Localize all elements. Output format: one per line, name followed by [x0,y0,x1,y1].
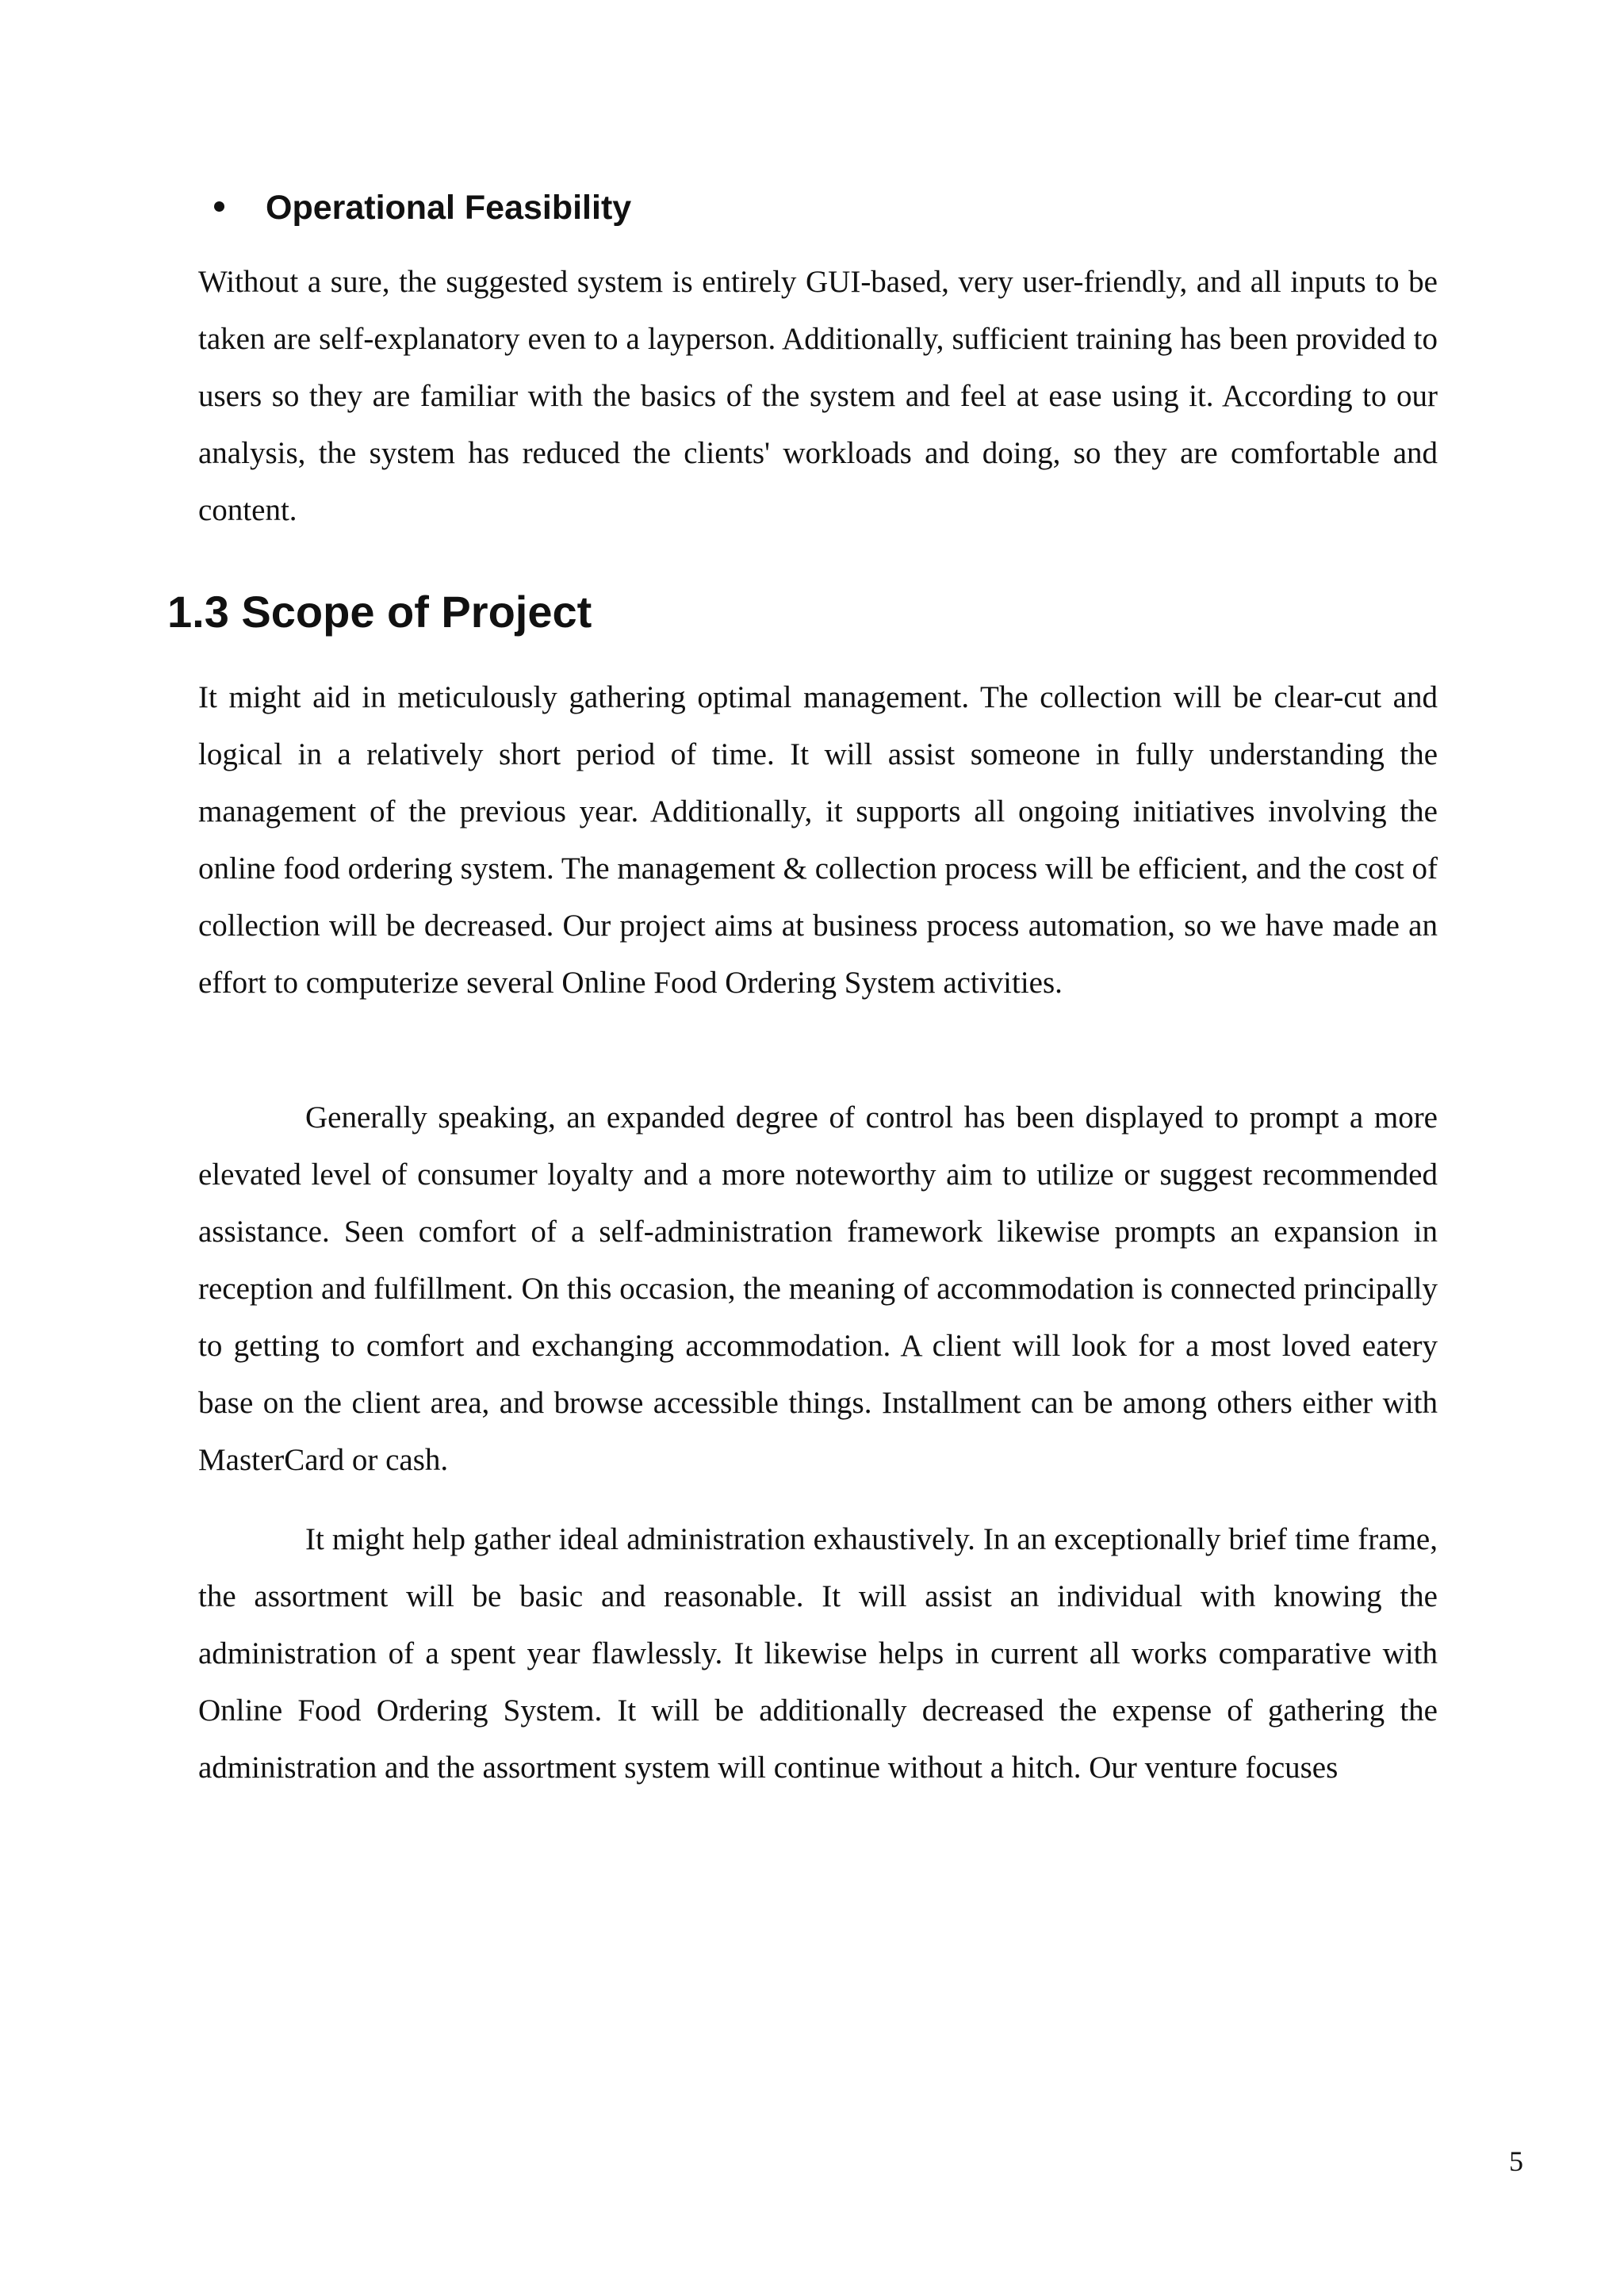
operational-feasibility-paragraph: Without a sure, the suggested system is entirely GUI-based, very user-friendly, and all inputs to be taken are self-explanatory even to a layperson. Additionally, sufficient training has been provided to users so they are familiar with the basics of the system and feel at ease using it. According to our analysis, the system has reduced the clients' workloads and doing, so they are comfortable and content. [198,265,1438,527]
operational-feasibility-heading [214,186,631,230]
scope-paragraph-3: It might help gather ideal administration exhaustively. In an exceptionally brief time frame, the assortment will be basic and reasonable. It will assist an individual with knowing the administration of a spent year flawlessly. It likewise helps in current all works comparative with Online Food Ordering System. It will be additionally decreased the expense of gathering the administration and the assortment system will continue without a hitch. Our venture focuses [198,1522,1438,1785]
scope-paragraph-1: It might aid in meticulously gathering optimal management. The collection will be clear-cut and logical in a relatively short period of time. It will assist someone in fully understanding the management of the previous year. Additionally, it supports all ongoing initiatives involving the online food ordering system. The management & collection process will be efficient, and the cost of collection will be decreased. Our project aims at business process automation, so we have made an effort to computerize several Online Food Ordering System activities. [198,680,1438,1000]
operational-feasibility-heading-text: Operational Feasibility [266,189,632,227]
scope-paragraph-2: Generally speaking, an expanded degree of control has been displayed to prompt a more elevated level of consumer loyalty and a more noteworthy aim to utilize or suggest recommended assistance. Seen comfort of a self-administration framework likewise prompts an expansion in reception and fulfillment. On this occasion, the meaning of accommodation is connected principally to getting to comfort and exchanging accommodation. A client will look for a most loved eatery base on the client area, and browse accessible things. Installment can be among others either with MasterCard or cash. [198,1100,1438,1477]
scope-heading: 1.3 Scope of Project [167,587,592,637]
page-number: 5 [1509,2145,1523,2177]
bullet-icon [214,201,224,212]
